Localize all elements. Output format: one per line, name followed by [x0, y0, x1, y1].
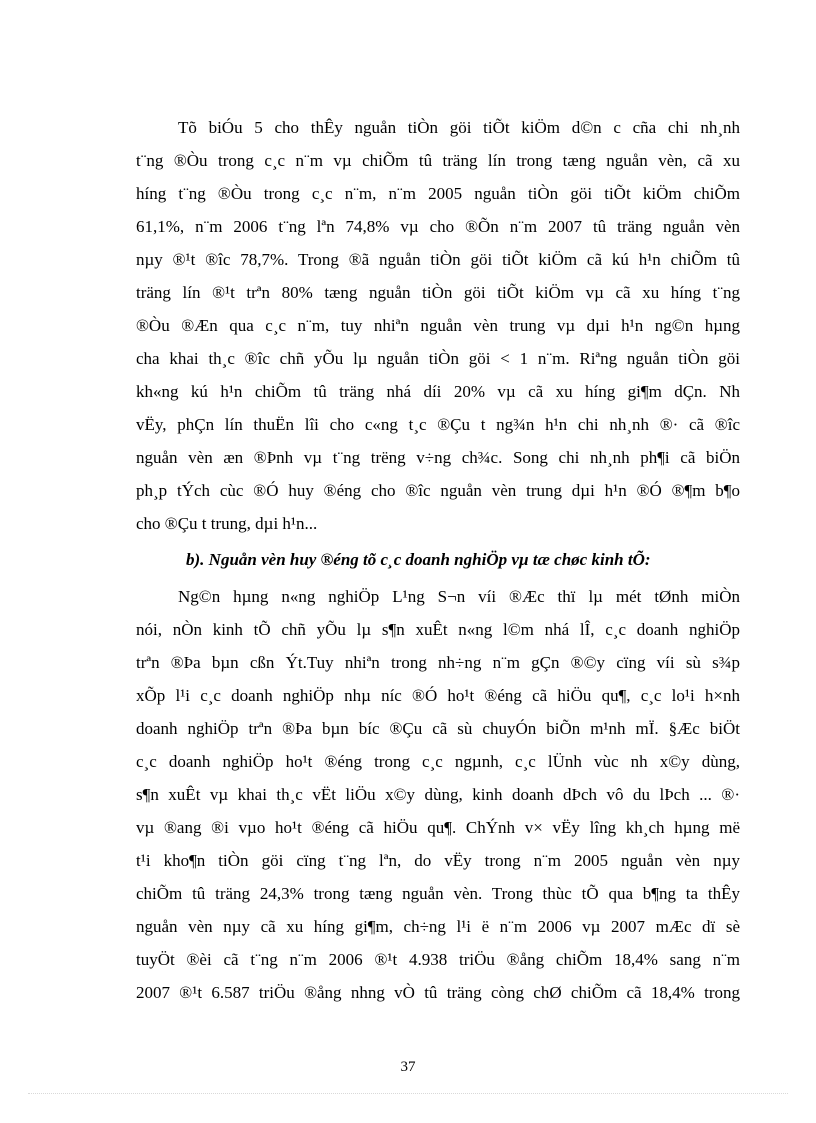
text-line: t¹i kho¶n tiÒn göi cïng t¨ng lªn, do vËy trong n¨m 2005 nguån vèn nµy: [136, 851, 740, 870]
text-line: kh«ng kú h¹n chiÕm tû träng nhá díi 20% vµ cã xu híng gi¶m dÇn. Nh: [136, 382, 740, 401]
text-line: ®Òu ®Æn qua c¸c n¨m, tuy nhiªn nguån vèn trung vµ dµi h¹n ng©n hµng: [136, 316, 740, 335]
text-line: nguån vèn æn ®Þnh vµ t¨ng trëng v÷ng ch¾c. Song chi nh¸nh ph¶i cã biÖn: [136, 448, 740, 467]
text-line: c¸c doanh nghiÖp ho¹t ®éng trong c¸c ngµnh, c¸c lÜnh vùc nh x©y dùng,: [136, 752, 740, 771]
text-line: Ng©n hµng n«ng nghiÖp L¹ng S¬n víi ®Æc thï lµ mét tØnh miÒn: [178, 587, 740, 606]
text-line: híng t¨ng ®Òu trong c¸c n¨m, n¨m 2005 nguån tiÒn göi tiÕt kiÖm chiÕm: [136, 184, 740, 203]
text-line: vµ ®ang ®i vµo ho¹t ®éng cã hiÖu qu¶. ChÝnh v× vËy lîng kh¸ch hµng më: [136, 818, 740, 837]
text-line: vËy, phÇn lín thuËn lîi cho c«ng t¸c ®Çu t ng¾n h¹n chi nh¸nh ®· cã ®îc: [136, 415, 740, 434]
text-line: 2007 ®¹t 6.587 triÖu ®ång nhng vÒ tû träng còng chØ chiÕm cã 18,4% trong: [136, 983, 740, 1002]
text-line: nguån vèn nµy cã xu híng gi¶m, ch÷ng l¹i ë n¨m 2006 vµ 2007 mÆc dï sè: [136, 917, 740, 936]
text-line: nµy ®¹t ®îc 78,7%. Trong ®ã nguån tiÒn göi tiÕt kiÖm cã kú h¹n chiÕm tû: [136, 250, 740, 269]
text-line: nói, nÒn kinh tÕ chñ yÕu lµ s¶n xuÊt n«ng l©m nhá lÎ, c¸c doanh nghiÖp: [136, 620, 740, 639]
section-heading: b). Nguån vèn huy ®éng tõ c¸c doanh nghiÖp vµ tæ chøc kinh tÕ:: [186, 550, 651, 569]
text-line: tuyÖt ®èi cã t¨ng n¨m 2006 ®¹t 4.938 triÖu ®ång chiÕm 18,4% sang n¨m: [136, 950, 740, 969]
text-line: xÕp l¹i c¸c doanh nghiÖp nhµ níc ®Ó ho¹t ®éng cã hiÖu qu¶, c¸c lo¹i h×nh: [136, 686, 740, 705]
text-line: träng lín ®¹t trªn 80% tæng nguån tiÒn göi tiÕt kiÖm vµ cã xu híng t¨ng: [136, 283, 740, 302]
text-line: s¶n xuÊt vµ khai th¸c vËt liÖu x©y dùng, kinh doanh dÞch vô du lÞch ... ®·: [136, 785, 740, 804]
text-line: chiÕm tû träng 24,3% trong tæng nguån vèn. Trong thùc tÕ qua b¶ng ta thÊy: [136, 884, 740, 903]
text-line: t¨ng ®Òu trong c¸c n¨m vµ chiÕm tû träng lín trong tæng nguån vèn, cã xu: [136, 151, 740, 170]
text-line: cho ®Çu t trung, dµi h¹n...: [136, 514, 318, 533]
text-line: trªn ®Þa bµn cßn Ýt.Tuy nhiªn trong nh÷ng n¨m gÇn ®©y cïng víi sù s¾p: [136, 653, 740, 672]
text-line: Tõ biÓu 5 cho thÊy nguån tiÒn göi tiÕt kiÖm d©n c cña chi nh¸nh: [178, 118, 740, 137]
text-line: cha khai th¸c ®îc chñ yÕu lµ nguån tiÒn göi < 1 n¨m. Riªng nguån tiÒn göi: [136, 349, 740, 368]
text-line: ph¸p tÝch cùc ®Ó huy ®éng cho ®îc nguån vèn trung dµi h¹n ®Ó ®¶m b¶o: [136, 481, 740, 500]
text-line: doanh nghiÖp trªn ®Þa bµn bíc ®Çu cã sù chuyÓn biÕn m¹nh mÏ. §Æc biÖt: [136, 719, 740, 738]
text-line: 61,1%, n¨m 2006 t¨ng lªn 74,8% vµ cho ®Õn n¨m 2007 tû träng nguån vèn: [136, 217, 740, 236]
page-number: 37: [400, 1059, 416, 1075]
page-bottom-divider: [28, 1093, 788, 1094]
